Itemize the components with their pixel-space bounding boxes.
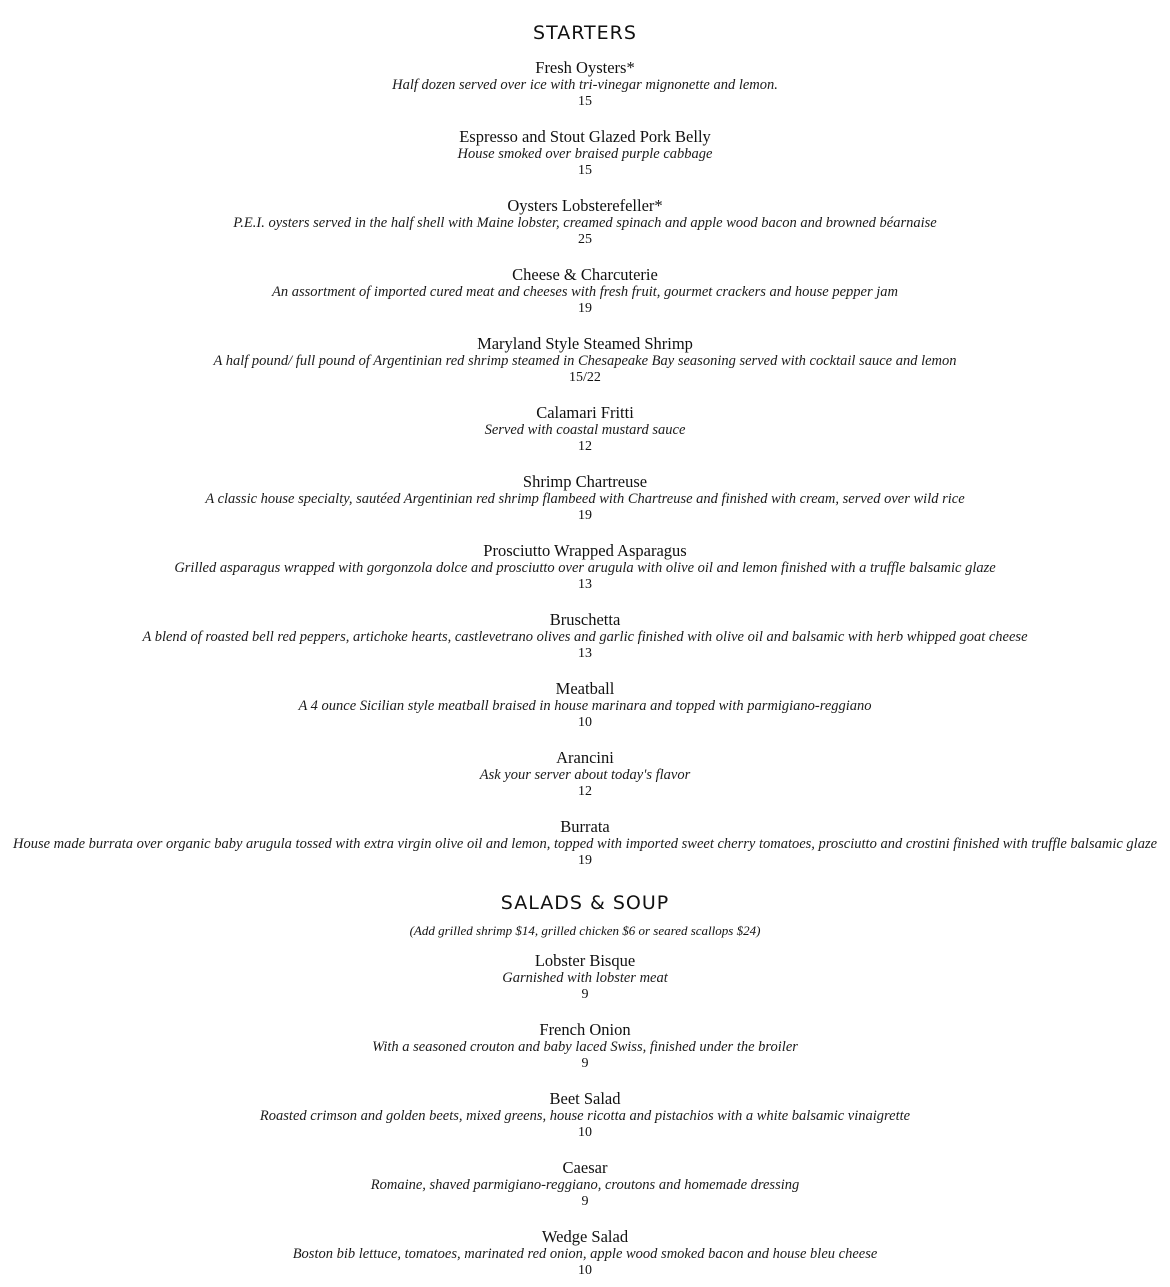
item-price: 12 [578,439,592,454]
item-name: Wedge Salad [541,1227,629,1246]
item-description: Garnished with lobster meat [502,970,668,986]
item-price: 19 [578,853,592,868]
item-price: 15/22 [569,370,601,385]
menu-item [0,266,1170,317]
item-name: French Onion [539,1020,631,1039]
menu-item [0,335,1170,386]
menu-item [0,404,1170,455]
item-description: Roasted crimson and golden beets, mixed greens, house ricotta and pistachios with a white balsamic vinaigrette [259,1108,911,1124]
menu-item [0,59,1170,110]
menu-item [0,473,1170,524]
item-description: A blend of roasted bell red peppers, artichoke hearts, castlevetrano olives and garlic finished with olive oil and balsamic with herb whipped goat cheese [142,629,1028,645]
menu-item [0,1021,1170,1072]
item-description: With a seasoned crouton and baby laced Swiss, finished under the broiler [372,1039,798,1055]
menu-item [0,611,1170,662]
item-name: Fresh Oysters* [535,58,635,77]
item-description: A classic house specialty, sautéed Argentinian red shrimp flambeed with Chartreuse and finished with cream, served over wild rice [205,491,965,507]
menu-item [0,749,1170,800]
salads-soup-section [0,891,1170,1279]
item-price: 15 [578,94,592,109]
item-name: Oysters Lobsterefeller* [507,196,663,215]
item-description: A half pound/ full pound of Argentinian red shrimp steamed in Chesapeake Bay seasoning served with cocktail sauce and lemon [213,353,957,369]
item-description: A 4 ounce Sicilian style meatball braised in house marinara and topped with parmigiano-reggiano [298,698,872,714]
item-name: Bruschetta [549,610,621,629]
item-price: 9 [581,987,589,1002]
menu-item [0,680,1170,731]
item-name: Meatball [555,679,615,698]
item-name: Burrata [560,817,610,836]
item-price: 10 [578,715,592,730]
item-price: 13 [578,646,592,661]
menu-item [0,952,1170,1003]
item-price: 10 [578,1125,592,1140]
item-description: House made burrata over organic baby arugula tossed with extra virgin olive oil and lemon, topped with imported sweet cherry tomatoes, prosciutto and crostini finished with truffle balsamic glaze [12,836,1158,852]
menu-item [0,197,1170,248]
section-title-salads-soup: SALADS & SOUP [500,892,670,914]
item-price: 19 [578,301,592,316]
item-description: Romaine, shaved parmigiano-reggiano, croutons and homemade dressing [370,1177,800,1193]
menu-item [0,818,1170,869]
item-name: Maryland Style Steamed Shrimp [477,334,693,353]
section-note: (Add grilled shrimp $14, grilled chicken $6 or seared scallops $24) [409,923,761,938]
menu-item [0,1159,1170,1210]
item-price: 9 [581,1194,589,1209]
item-description: Boston bib lettuce, tomatoes, marinated red onion, apple wood smoked bacon and house bleu cheese [292,1246,878,1262]
item-price: 9 [581,1056,589,1071]
item-price: 15 [578,163,592,178]
item-name: Prosciutto Wrapped Asparagus [483,541,687,560]
item-price: 25 [578,232,592,247]
item-description: Served with coastal mustard sauce [484,422,686,438]
item-description: Half dozen served over ice with tri-vinegar mignonette and lemon. [392,77,778,93]
item-price: 19 [578,508,592,523]
item-description: House smoked over braised purple cabbage [457,146,713,162]
item-description: Grilled asparagus wrapped with gorgonzola dolce and prosciutto over arugula with olive oil and lemon finished with a truffle balsamic glaze [174,560,996,576]
item-name: Arancini [556,748,614,767]
item-name: Caesar [562,1158,608,1177]
section-title-starters: STARTERS [533,22,637,44]
menu-item [0,1090,1170,1141]
item-name: Lobster Bisque [534,951,636,970]
item-name: Cheese & Charcuterie [512,265,658,284]
item-price: 13 [578,577,592,592]
item-description: An assortment of imported cured meat and cheeses with fresh fruit, gourmet crackers and house pepper jam [272,284,898,300]
menu-item [0,128,1170,179]
menu-item [0,542,1170,593]
item-name: Espresso and Stout Glazed Pork Belly [459,127,711,146]
item-price: 10 [578,1263,592,1278]
item-price: 12 [578,784,592,799]
item-name: Beet Salad [549,1089,621,1108]
item-description: P.E.I. oysters served in the half shell with Maine lobster, creamed spinach and apple wood bacon and browned béarnaise [233,215,937,231]
item-name: Calamari Fritti [536,403,634,422]
item-description: Ask your server about today's flavor [479,767,691,783]
item-name: Shrimp Chartreuse [522,472,648,491]
menu-item [0,1228,1170,1279]
